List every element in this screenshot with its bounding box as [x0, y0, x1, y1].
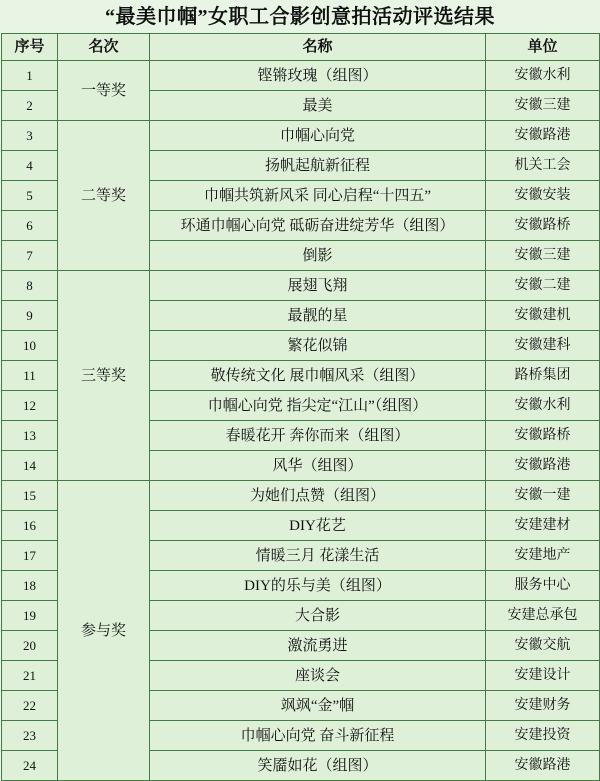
cell-unit: 安徽路桥	[486, 211, 600, 241]
page-title: “最美巾帼”女职工合影创意拍活动评选结果	[105, 6, 495, 28]
cell-unit: 安徽三建	[486, 91, 600, 121]
cell-name: 繁花似锦	[150, 331, 486, 361]
cell-unit: 安徽安装	[486, 181, 600, 211]
cell-seq: 6	[2, 211, 58, 241]
cell-unit: 安建投资	[486, 721, 600, 751]
cell-rank: 参与奖	[58, 481, 150, 781]
cell-seq: 21	[2, 661, 58, 691]
cell-seq: 18	[2, 571, 58, 601]
cell-name: 巾帼心向党 指尖定“江山”（组图）	[150, 391, 486, 421]
cell-name: 为她们点赞（组图）	[150, 481, 486, 511]
cell-seq: 8	[2, 271, 58, 301]
cell-unit: 安徽一建	[486, 481, 600, 511]
table-header-row	[2, 34, 600, 61]
cell-seq: 19	[2, 601, 58, 631]
cell-seq: 9	[2, 301, 58, 331]
cell-unit: 安建地产	[486, 541, 600, 571]
cell-name: 巾帼心向党 奋斗新征程	[150, 721, 486, 751]
cell-unit: 安建建材	[486, 511, 600, 541]
cell-name: 情暖三月 花漾生活	[150, 541, 486, 571]
cell-name: 扬帆起航新征程	[150, 151, 486, 181]
cell-seq: 20	[2, 631, 58, 661]
cell-seq: 10	[2, 331, 58, 361]
cell-name: 环通巾帼心向党 砥砺奋进绽芳华（组图）	[150, 211, 486, 241]
cell-unit: 安建财务	[486, 691, 600, 721]
cell-name: 大合影	[150, 601, 486, 631]
column-header-rank: 名次	[58, 34, 150, 61]
cell-name: DIY花艺	[150, 511, 486, 541]
cell-seq: 23	[2, 721, 58, 751]
cell-seq: 22	[2, 691, 58, 721]
cell-unit: 安徽水利	[486, 61, 600, 91]
cell-name: 铿锵玫瑰（组图）	[150, 61, 486, 91]
cell-name: 春暖花开 奔你而来（组图）	[150, 421, 486, 451]
cell-name: 笑靥如花（组图）	[150, 751, 486, 781]
cell-name: 最靓的星	[150, 301, 486, 331]
cell-rank: 三等奖	[58, 271, 150, 481]
cell-seq: 5	[2, 181, 58, 211]
cell-unit: 安徽路桥	[486, 421, 600, 451]
column-header-name: 名称	[150, 34, 486, 61]
results-table	[1, 33, 600, 781]
cell-name: 巾帼共筑新风采 同心启程“十四五”	[150, 181, 486, 211]
cell-unit: 路桥集团	[486, 361, 600, 391]
cell-name: 风华（组图）	[150, 451, 486, 481]
cell-seq: 3	[2, 121, 58, 151]
table-row	[2, 271, 600, 301]
cell-unit: 安徽二建	[486, 271, 600, 301]
cell-seq: 4	[2, 151, 58, 181]
cell-seq: 11	[2, 361, 58, 391]
cell-seq: 7	[2, 241, 58, 271]
table-row	[2, 121, 600, 151]
cell-seq: 1	[2, 61, 58, 91]
cell-unit: 安徽水利	[486, 391, 600, 421]
cell-name: 飒飒“金”帼	[150, 691, 486, 721]
column-header-unit: 单位	[486, 34, 600, 61]
cell-unit: 安徽路港	[486, 121, 600, 151]
cell-seq: 14	[2, 451, 58, 481]
cell-unit: 安徽建科	[486, 331, 600, 361]
cell-name: 最美	[150, 91, 486, 121]
cell-seq: 2	[2, 91, 58, 121]
cell-seq: 13	[2, 421, 58, 451]
cell-name: 展翅飞翔	[150, 271, 486, 301]
cell-unit: 机关工会	[486, 151, 600, 181]
cell-name: 倒影	[150, 241, 486, 271]
cell-seq: 24	[2, 751, 58, 781]
cell-rank: 二等奖	[58, 121, 150, 271]
cell-name: 敬传统文化 展巾帼风采（组图）	[150, 361, 486, 391]
cell-name: 巾帼心向党	[150, 121, 486, 151]
cell-unit: 服务中心	[486, 571, 600, 601]
cell-seq: 17	[2, 541, 58, 571]
cell-unit: 安徽路港	[486, 751, 600, 781]
cell-seq: 15	[2, 481, 58, 511]
cell-name: 激流勇进	[150, 631, 486, 661]
table-body	[2, 61, 600, 781]
cell-unit: 安徽三建	[486, 241, 600, 271]
column-header-seq: 序号	[2, 34, 58, 61]
cell-seq: 12	[2, 391, 58, 421]
cell-rank: 一等奖	[58, 61, 150, 121]
cell-unit: 安徽交航	[486, 631, 600, 661]
cell-seq: 16	[2, 511, 58, 541]
table-row	[2, 61, 600, 91]
cell-unit: 安徽建机	[486, 301, 600, 331]
cell-name: 座谈会	[150, 661, 486, 691]
cell-name: DIY的乐与美（组图）	[150, 571, 486, 601]
cell-unit: 安建总承包	[486, 601, 600, 631]
table-row	[2, 481, 600, 511]
cell-unit: 安建设计	[486, 661, 600, 691]
cell-unit: 安徽路港	[486, 451, 600, 481]
